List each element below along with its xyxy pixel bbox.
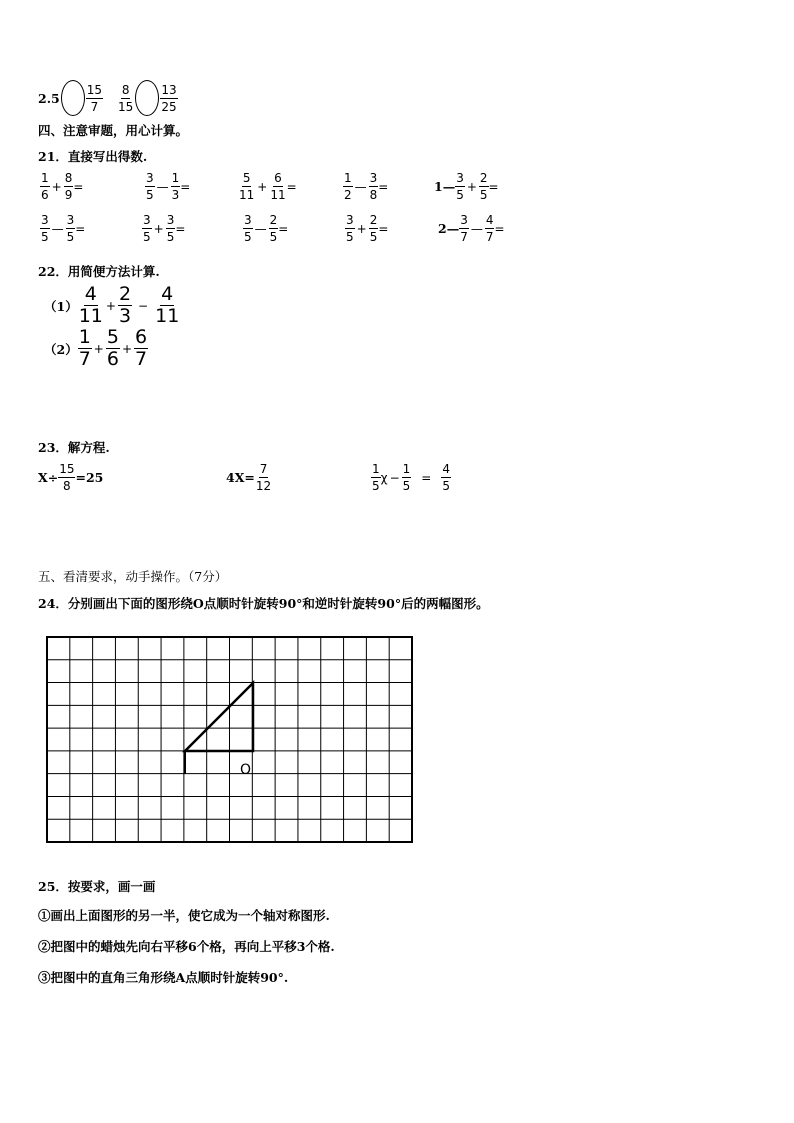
q22-title: 22．用简便方法计算. [38,264,160,279]
rotation-grid[interactable] [46,636,414,846]
q21-r2-item4: $\frac{3}{5}$ + $\frac{2}{5}$ = [346,213,389,244]
q22-part1: （1） $\frac{4}{11}$ + $\frac{2}{3}$ − $\frac{4}{11}$ [44,283,180,327]
q23-eq1: X÷ $\frac{15}{8}$ =25 [38,462,104,493]
compare-fraction-a: $\frac{15}{7}$ [86,82,103,114]
q21-r1-item2: $\frac{3}{5}$ — $\frac{1}{3}$ = [146,171,191,202]
q21-r2-item1: $\frac{3}{5}$ — $\frac{3}{5}$ = [41,213,86,244]
q24-title: 24．分别画出下面的图形绕O点顺时针旋转90°和逆时针旋转90°后的两幅图形。 [38,596,489,611]
q25-item-3: ③把图中的直角三角形绕A点顺时针旋转90°. [38,970,289,985]
q21-r1-item4: $\frac{1}{2}$ — $\frac{3}{8}$ = [344,171,389,202]
compare-oval-1[interactable] [61,80,85,116]
compare-oval-2[interactable] [135,80,159,116]
compare-whole: 2.5 [38,90,60,106]
compare-fraction-b: $\frac{8}{15}$ [118,82,134,114]
grid-lines [47,637,412,842]
q23-eq2: 4X= $\frac{7}{12}$ [226,462,272,493]
q25-item-2: ②把图中的蜡烛先向右平移6个格，再向上平移3个格. [38,939,335,954]
q21-r2-item3: $\frac{3}{5}$ — $\frac{2}{5}$ = [244,213,289,244]
section4-title: 四、注意审题，用心计算。 [38,123,189,138]
point-o-label: O [240,762,252,778]
right-triangle [185,683,253,751]
q22-part2: （2） $\frac{1}{7}$ + $\frac{5}{6}$ + $\frac{6}{7}$ [44,326,148,370]
compare-row [38,80,178,116]
q23-title: 23．解方程. [38,440,110,455]
q23-eq3: $\frac{1}{5}$ χ − $\frac{1}{5}$ = $\frac{4}{5}$ [372,462,450,493]
q25-item-1: ①画出上面图形的另一半，使它成为一个轴对称图形. [38,908,330,923]
q21-r1-item3: $\frac{5}{11}$ + $\frac{6}{11}$ = [239,171,297,202]
q21-r1-item5: 1— $\frac{3}{5}$ + $\frac{2}{5}$ = [434,171,499,202]
compare-fraction-c: $\frac{13}{25}$ [161,82,177,114]
section5-title: 五、看清要求，动手操作。（7分） [38,569,228,584]
q21-r1-item1: $\frac{1}{6}$ + $\frac{8}{9}$ = [41,171,84,202]
q25-title: 25．按要求，画一画 [38,879,156,894]
q21-title: 21．直接写出得数. [38,149,148,164]
q21-r2-item2: $\frac{3}{5}$ + $\frac{3}{5}$ = [143,213,186,244]
q21-r2-item5: 2— $\frac{3}{7}$ — $\frac{4}{7}$ = [438,213,505,244]
